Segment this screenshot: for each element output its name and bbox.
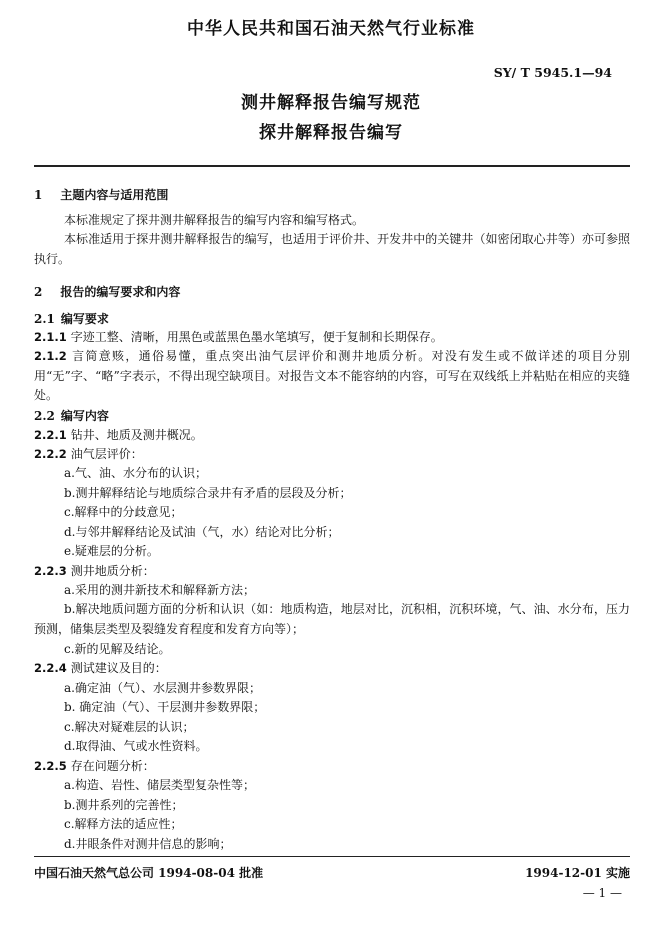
list-item: d.井眼条件对测井信息的影响； — [64, 837, 232, 851]
section-1-paragraph-2: 本标准适用于探井测井解释报告的编写，也适用于评价井、开发井中的关键井（如密闭取心井等）亦可参照执行。 — [34, 232, 630, 266]
clause-2-1-2: 2.1.2 言简意赅，通俗易懂，重点突出油气层评价和测井地质分析。对没有发生或不做详述的项目分别用“无”字、“略”字表示，不得出现空缺项目。对报告文本不能容纳的内容，可写在双线纸上并粘贴在相应的夹缝处。 — [34, 349, 630, 402]
document-subtitle: 探井解释报告编写 — [259, 123, 403, 143]
section-2-1-heading: 2.1 编写要求 — [34, 312, 109, 326]
list-item: a.构造、岩性、储层类型复杂性等； — [64, 778, 255, 792]
standard-code: SY/ T 5945.1—94 — [493, 65, 612, 80]
list-item: c.解释方法的适应性； — [64, 817, 183, 831]
standard-org-header: 中华人民共和国石油天然气行业标准 — [187, 19, 475, 39]
clause-2-2-1: 2.2.1 钻井、地质及测井概况。 — [34, 428, 203, 442]
list-item: b. 确定油（气）、干层测井参数界限； — [64, 700, 266, 714]
list-item: c.解释中的分歧意见； — [64, 505, 183, 519]
list-item: b.解决地质问题方面的分析和认识（如：地质构造，地层对比，沉积相，沉积环境，气、油、水分布，压力预测，储集层类型及裂缝发育程度和发育方向等）； — [34, 602, 630, 636]
effective-date: 1994-12-01 实施 — [525, 866, 630, 880]
list-item: a.采用的测井新技术和解释新方法； — [64, 583, 255, 597]
clause-2-2-3: 2.2.3 测井地质分析： — [34, 564, 155, 578]
list-item: a.确定油（气）、水层测井参数界限； — [64, 681, 261, 695]
list-item: e.疑难层的分析。 — [64, 544, 159, 558]
section-2-heading: 2 报告的编写要求和内容 — [34, 285, 181, 299]
list-item: d.与邻井解释结论及试油（气，水）结论对比分析； — [64, 525, 340, 539]
section-2-2-heading: 2.2 编写内容 — [34, 409, 109, 423]
list-item: c.新的见解及结论。 — [64, 642, 171, 656]
approval-line: 中国石油天然气总公司 1994-08-04 批准 — [34, 866, 264, 880]
list-item: b.测井解释结论与地质综合录井有矛盾的层段及分析； — [64, 486, 352, 500]
list-item: c.解决对疑难层的认识； — [64, 720, 195, 734]
header-divider — [34, 165, 630, 167]
list-item: b.测井系列的完善性； — [64, 798, 184, 812]
list-item: a.气、油、水分布的认识； — [64, 466, 207, 480]
clause-2-2-4: 2.2.4 测试建议及目的： — [34, 661, 167, 675]
page-number: — 1 — — [582, 886, 622, 900]
section-1-heading: 1 主题内容与适用范围 — [34, 188, 169, 202]
clause-2-2-5: 2.2.5 存在问题分析： — [34, 759, 155, 773]
section-1-paragraph-1: 本标准规定了探井测井解释报告的编写内容和编写格式。 — [64, 213, 365, 227]
document-title: 测井解释报告编写规范 — [241, 93, 421, 113]
clause-2-1-1: 2.1.1 字迹工整、清晰，用黑色或蓝黑色墨水笔填写，便于复制和长期保存。 — [34, 330, 443, 344]
list-item: d.取得油、气或水性资料。 — [64, 739, 208, 753]
clause-2-2-2: 2.2.2 油气层评价： — [34, 447, 143, 461]
footer-divider — [34, 856, 630, 857]
